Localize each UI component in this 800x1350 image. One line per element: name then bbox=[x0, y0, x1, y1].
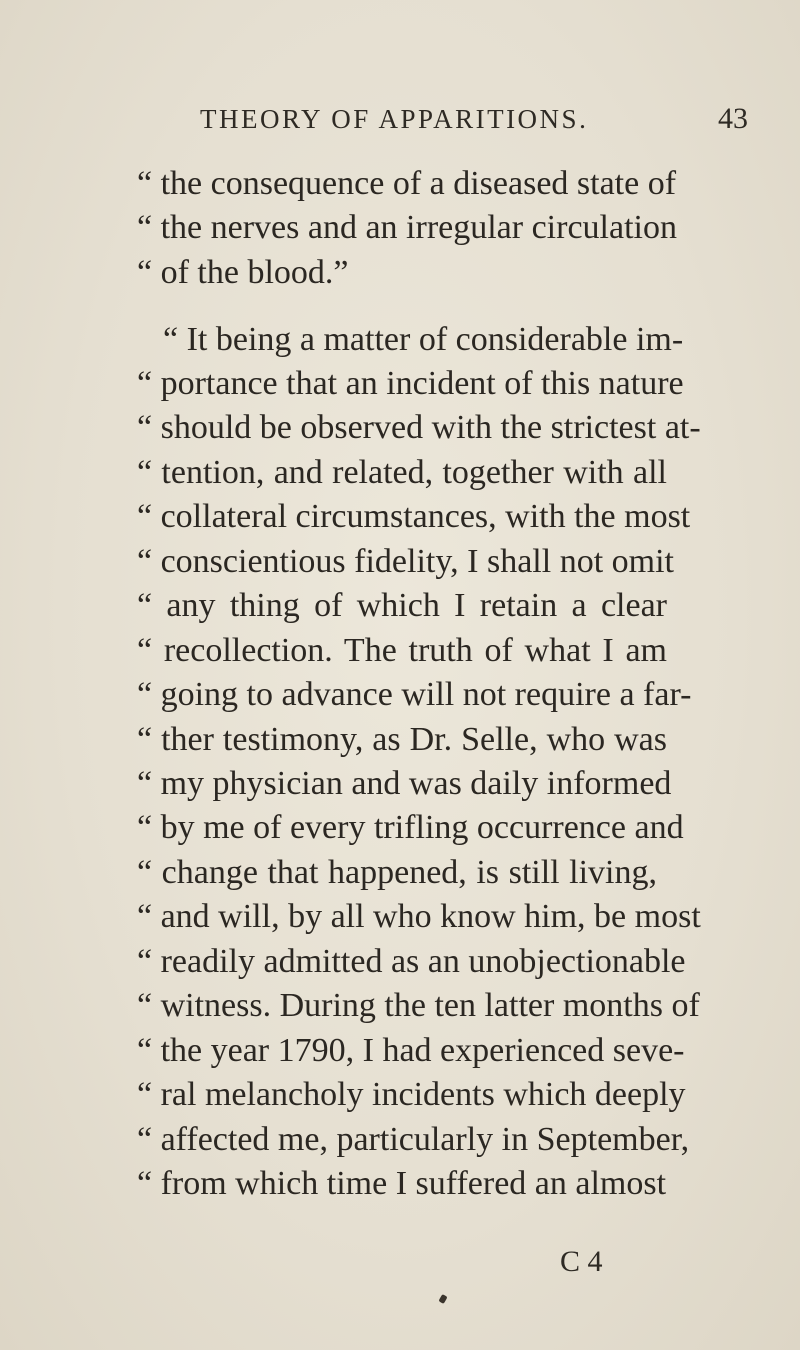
text-line: “ recollection. The truth of what I am bbox=[137, 632, 667, 669]
text-line: “ by me of every trifling occurrence and bbox=[137, 809, 684, 846]
text-line: “ ral melancholy incidents which deeply bbox=[137, 1076, 686, 1113]
page-header bbox=[0, 100, 800, 140]
text-line: “ the nerves and an irregular circulation bbox=[137, 209, 677, 246]
page-number: 43 bbox=[718, 102, 748, 135]
text-line: “ and will, by all who know him, be most bbox=[137, 898, 701, 935]
text-line: “ the year 1790, I had experienced seve- bbox=[137, 1032, 685, 1069]
text-line: “ conscientious fidelity, I shall not omit bbox=[137, 543, 674, 580]
text-line: “ readily admitted as an unobjectionable bbox=[137, 943, 686, 980]
text-line: “ affected me, particularly in September, bbox=[137, 1121, 690, 1158]
text-line: “ the consequence of a diseased state of bbox=[137, 165, 677, 202]
signature-mark: C 4 bbox=[560, 1245, 603, 1278]
text-line: “ It being a matter of considerable im- bbox=[163, 321, 684, 358]
ink-speck bbox=[438, 1294, 447, 1304]
text-line: “ any thing of which I retain a clear bbox=[137, 587, 667, 624]
text-line: “ collateral circumstances, with the most bbox=[137, 498, 691, 535]
text-line: “ of the blood.” bbox=[137, 254, 349, 291]
text-line: “ my physician and was daily informed bbox=[137, 765, 672, 802]
text-line: “ from which time I suffered an almost bbox=[137, 1165, 667, 1202]
text-line: “ should be observed with the strictest at- bbox=[137, 409, 701, 446]
text-line: “ tention, and related, together with all bbox=[137, 454, 667, 491]
text-line: “ portance that an incident of this nature bbox=[137, 365, 684, 402]
running-title: THEORY OF APPARITIONS. bbox=[200, 104, 589, 134]
text-line: “ ther testimony, as Dr. Selle, who was bbox=[137, 721, 667, 758]
text-line: “ going to advance will not require a far- bbox=[137, 676, 692, 713]
text-line: “ change that happened, is still living, bbox=[137, 854, 657, 891]
text-line: “ witness. During the ten latter months of bbox=[137, 987, 700, 1024]
